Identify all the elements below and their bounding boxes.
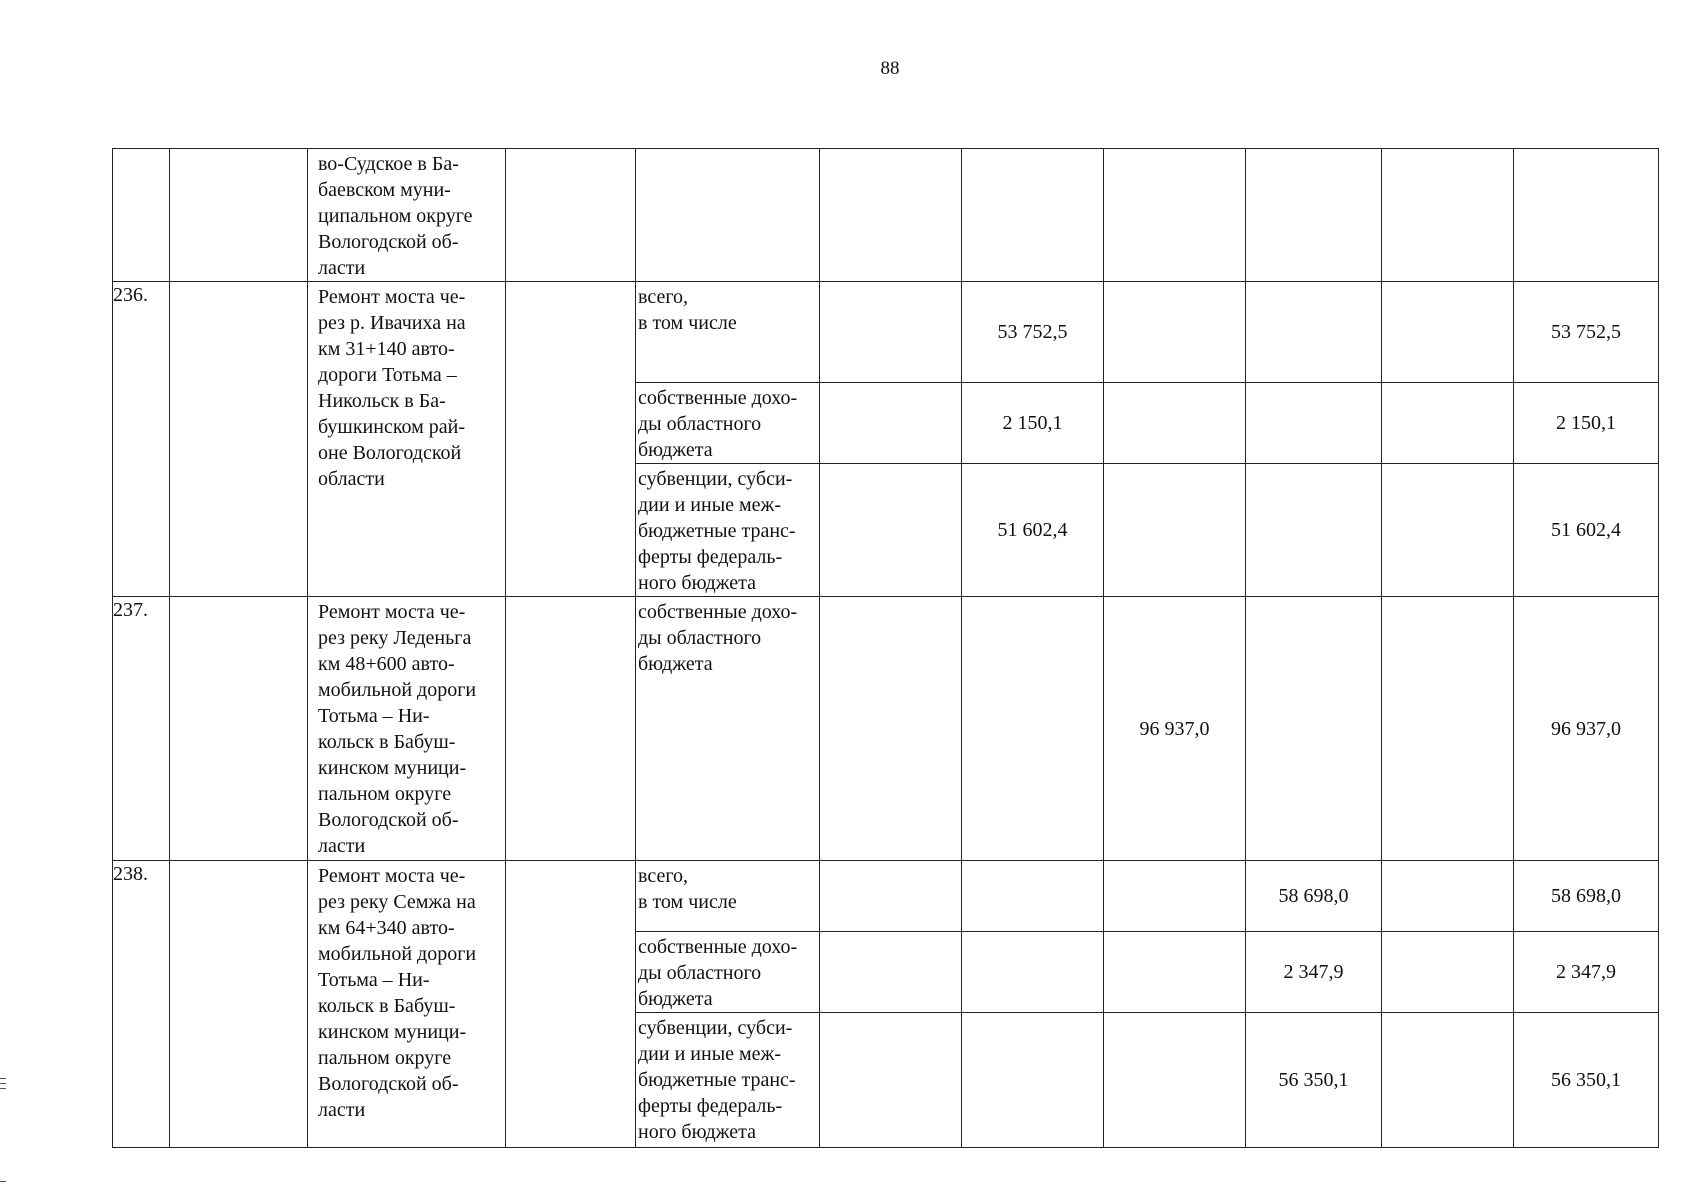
cell-value (962, 597, 1104, 861)
total-amount: 2 150,1 (1514, 383, 1659, 464)
cell-value (820, 1013, 962, 1148)
cell-value (820, 383, 962, 464)
cell-empty (506, 149, 636, 282)
table-row (113, 282, 1659, 383)
cell-empty (506, 597, 636, 861)
cell-value (1382, 383, 1514, 464)
cell-value (962, 861, 1104, 932)
cell-value (1104, 1013, 1246, 1148)
funding-source: всего, в том числе (636, 861, 820, 932)
cell-value (1382, 464, 1514, 597)
cell-empty (506, 282, 636, 597)
row-number: 237. (113, 597, 170, 861)
cell-value (1246, 149, 1382, 282)
table-row (113, 861, 1659, 932)
cell-code (170, 861, 308, 1148)
row-number: 236. (113, 282, 170, 597)
object-name: Ремонт моста че- рез р. Ивачиха на км 31+140 авто- дороги Тотьма – Никольск в Ба- бушкинском рай- оне Вологодской области (308, 282, 506, 597)
cell-value (820, 861, 962, 932)
amount: 53 752,5 (962, 282, 1104, 383)
total-amount: 53 752,5 (1514, 282, 1659, 383)
cell-value (1382, 597, 1514, 861)
cell-value (962, 932, 1104, 1013)
cell-value (820, 597, 962, 861)
object-name: во-Судское в Ба- баевском муни- ципальном округе Вологодской об- ласти (308, 149, 506, 282)
cell-value (1104, 932, 1246, 1013)
cell-value (1382, 861, 1514, 932)
cell-value (820, 149, 962, 282)
amount: 58 698,0 (1246, 861, 1382, 932)
object-name: Ремонт моста че- рез реку Леденьга км 48+600 авто- мобильной дороги Тотьма – Ни- кольск в Бабуш- кинском муници- пальном округе Вологодской об- ласти (308, 597, 506, 861)
total-amount: 2 347,9 (1514, 932, 1659, 1013)
funding-source: собственные дохо- ды областного бюджета (636, 383, 820, 464)
cell-number (113, 149, 170, 282)
cell-code (170, 597, 308, 861)
page-number: 88 (880, 58, 900, 79)
funding-source: собственные дохо- ды областного бюджета (636, 597, 820, 861)
cell-value (1246, 464, 1382, 597)
cell-value (1104, 464, 1246, 597)
scan-margin-mark (0, 1088, 6, 1089)
cell-value (962, 1013, 1104, 1148)
cell-code (170, 149, 308, 282)
cell-value (1246, 383, 1382, 464)
cell-value (1382, 1013, 1514, 1148)
cell-source (636, 149, 820, 282)
funding-source: собственные дохо- ды областного бюджета (636, 932, 820, 1013)
cell-value (1246, 282, 1382, 383)
funding-source: субвенции, субси- дии и иные меж- бюджетные транс- ферты федераль- ного бюджета (636, 1013, 820, 1148)
scan-margin-mark (0, 1181, 6, 1182)
cell-empty (506, 861, 636, 1148)
cell-value (1514, 149, 1659, 282)
cell-value (1246, 597, 1382, 861)
cell-value (1382, 149, 1514, 282)
total-amount: 56 350,1 (1514, 1013, 1659, 1148)
cell-value (1104, 861, 1246, 932)
cell-code (170, 282, 308, 597)
funding-source: субвенции, субси- дии и иные меж- бюджетные транс- ферты федераль- ного бюджета (636, 464, 820, 597)
cell-value (820, 464, 962, 597)
cell-value (1104, 149, 1246, 282)
amount: 96 937,0 (1104, 597, 1246, 861)
cell-value (1382, 932, 1514, 1013)
row-number: 238. (113, 861, 170, 1148)
budget-table (112, 148, 1659, 1148)
amount: 2 347,9 (1246, 932, 1382, 1013)
amount: 51 602,4 (962, 464, 1104, 597)
cell-value (962, 149, 1104, 282)
total-amount: 51 602,4 (1514, 464, 1659, 597)
total-amount: 58 698,0 (1514, 861, 1659, 932)
scan-margin-mark (0, 1083, 6, 1084)
cell-value (1104, 383, 1246, 464)
amount: 2 150,1 (962, 383, 1104, 464)
table-row (113, 597, 1659, 861)
total-amount: 96 937,0 (1514, 597, 1659, 861)
table-row-continuation (113, 149, 1659, 282)
cell-value (820, 932, 962, 1013)
scan-margin-mark (0, 1078, 6, 1079)
funding-source: всего, в том числе (636, 282, 820, 383)
amount: 56 350,1 (1246, 1013, 1382, 1148)
cell-value (1382, 282, 1514, 383)
object-name: Ремонт моста че- рез реку Семжа на км 64+340 авто- мобильной дороги Тотьма – Ни- кольск в Бабуш- кинском муници- пальном округе Вологодской об- ласти (308, 861, 506, 1148)
cell-value (820, 282, 962, 383)
cell-value (1104, 282, 1246, 383)
